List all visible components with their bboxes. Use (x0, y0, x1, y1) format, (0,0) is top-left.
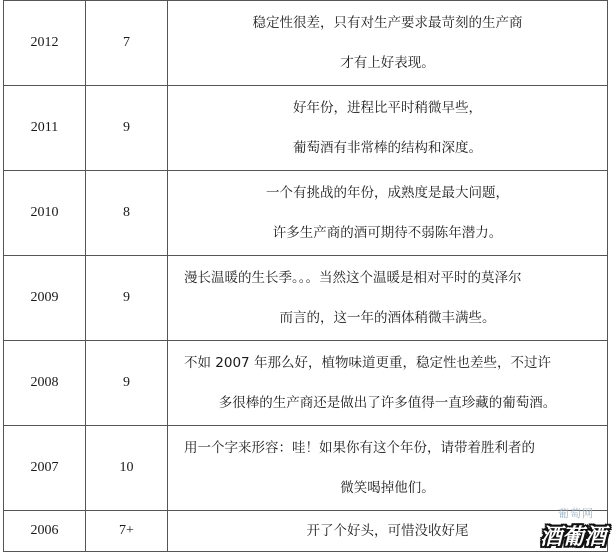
note-line-1: 开了个好头，可惜没收好尾 (306, 523, 469, 539)
watermark-small-text: 葡萄网 (558, 507, 594, 520)
year-cell: 2011 (4, 86, 86, 171)
table-row (4, 426, 608, 511)
note-line-2: 而言的，这一年的酒体稍微丰满些。 (279, 310, 496, 326)
note-line-1: 好年份，进程比平时稍微早些， (293, 100, 482, 116)
year-cell: 2008 (4, 341, 86, 426)
table-row (4, 341, 608, 426)
vintage-table (3, 0, 608, 552)
note-line-2: 许多生产商的酒可期待不弱陈年潜力。 (272, 225, 503, 241)
note-line-2: 葡萄酒有非常棒的结构和深度。 (293, 140, 482, 156)
note-cell (168, 341, 608, 426)
score-cell: 8 (86, 171, 168, 256)
note-line-1: 用一个字来形容：哇！如果你有这个年份，请带着胜利者的 (184, 440, 535, 456)
year-cell: 2007 (4, 426, 86, 511)
score-cell: 10 (86, 426, 168, 511)
note-cell (168, 256, 608, 341)
score-cell: 9 (86, 256, 168, 341)
note-cell (168, 86, 608, 171)
note-cell (168, 426, 608, 511)
table-row (4, 86, 608, 171)
note-line-2: 多很棒的生产商还是做出了许多值得一直珍藏的葡萄酒。 (218, 395, 557, 411)
score-cell: 7 (86, 1, 168, 86)
year-cell: 2006 (4, 511, 86, 552)
note-cell (168, 171, 608, 256)
score-cell: 7+ (86, 511, 168, 552)
note-line-2: 微笑喝掉他们。 (340, 480, 435, 496)
year-cell: 2009 (4, 256, 86, 341)
note-line-1: 不如 2007 年那么好，植物味道更重，稳定性也差些，不过许 (184, 355, 551, 371)
table-row (4, 171, 608, 256)
note-line-1: 稳定性很差，只有对生产要求最苛刻的生产商 (252, 15, 523, 31)
year-cell: 2012 (4, 1, 86, 86)
note-line-1: 一个有挑战的年份，成熟度是最大问题， (266, 185, 509, 201)
note-line-2: 才有上好表现。 (340, 55, 435, 71)
watermark-big-text: 酒葡酒 (539, 525, 606, 550)
watermark-logo (516, 503, 608, 551)
year-cell: 2010 (4, 171, 86, 256)
note-cell (168, 1, 608, 86)
score-cell: 9 (86, 86, 168, 171)
note-line-1: 漫长温暖的生长季。。。当然这个温暖是相对平时的莫泽尔 (184, 270, 522, 286)
table-row (4, 256, 608, 341)
score-cell: 9 (86, 341, 168, 426)
table-row (4, 1, 608, 86)
